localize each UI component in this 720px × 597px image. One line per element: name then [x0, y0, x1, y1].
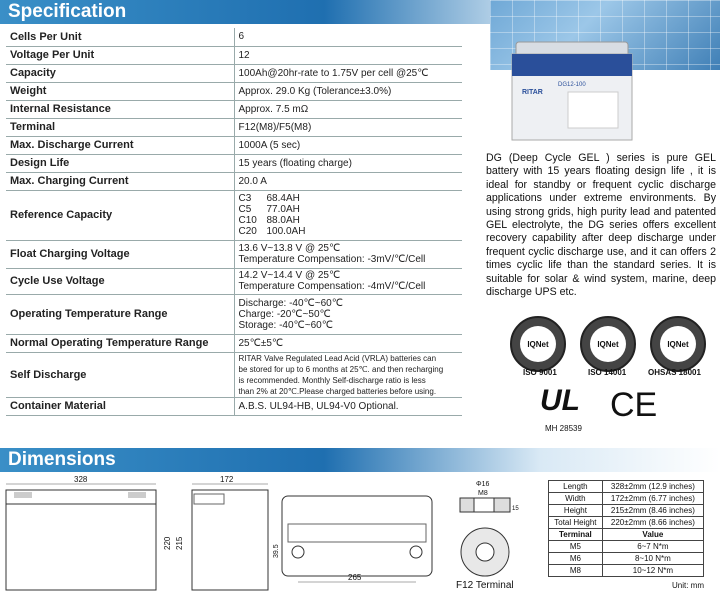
dim-row: Total Height 220±2mm (8.66 inches) [549, 517, 704, 529]
terminal-thread-label: M8 [478, 490, 488, 497]
spec-key: Terminal [6, 118, 234, 136]
spec-key: Weight [6, 82, 234, 100]
spec-row [6, 190, 462, 240]
dim-row: M8 10~12 N*m [549, 565, 704, 577]
top-view-drawing [273, 490, 440, 590]
spec-row [6, 294, 462, 334]
spec-row [6, 352, 462, 397]
dimensions-banner [0, 448, 720, 472]
terminal-spacing-label: 265 [348, 573, 362, 582]
spec-value: RITAR Valve Regulated Lead Acid (VRLA) batteries can be stored for up to 6 months at 25℃. and then recharging is recommended. Monthly Self-discharge ratio is less than 2% at 20℃.Please charged batteries before using. [234, 352, 462, 397]
spec-key: Cycle Use Voltage [6, 268, 234, 294]
spec-row [6, 118, 462, 136]
cert-label: OHSAS 18001 [648, 368, 701, 377]
spec-value: C3 68.4AH C5 77.0AH C10 88.0AH C20 100.0AH [234, 190, 462, 240]
dim-row: M5 6~7 N*m [549, 541, 704, 553]
spec-value: 15 years (floating charge) [234, 154, 462, 172]
spec-table [6, 28, 462, 416]
spec-value: 13.6 V~13.8 V @ 25℃ Temperature Compensation: -3mV/℃/Cell [234, 240, 462, 268]
spec-value: 14.2 V~14.4 V @ 25℃ Temperature Compensation: -4mV/℃/Cell [234, 268, 462, 294]
spec-key: Max. Discharge Current [6, 136, 234, 154]
spec-row [6, 334, 462, 352]
unit-label: Unit: mm [672, 581, 704, 590]
spec-key: Normal Operating Temperature Range [6, 334, 234, 352]
mh-number: MH 28539 [545, 424, 582, 433]
spec-row [6, 154, 462, 172]
spec-value: 20.0 A [234, 172, 462, 190]
battery-brand: RITAR [522, 89, 543, 96]
spec-row [6, 82, 462, 100]
terminal-height-label: 15 [512, 506, 519, 512]
spec-row [6, 240, 462, 268]
battery-model: DG12-100 [558, 82, 586, 88]
spec-value: Discharge: -40℃~60℃ Charge: -20℃~50℃ Storage: -40℃~60℃ [234, 294, 462, 334]
spec-row [6, 397, 462, 415]
cert-label: ISO 14001 [588, 368, 627, 377]
dimensions-title: Dimensions [8, 449, 116, 470]
spec-value: F12(M8)/F5(M8) [234, 118, 462, 136]
spec-key: Float Charging Voltage [6, 240, 234, 268]
spec-value: 1000A (5 sec) [234, 136, 462, 154]
spec-key: Design Life [6, 154, 234, 172]
dim-row: Terminal Value [549, 529, 704, 541]
spec-value: 100Ah@20hr-rate to 1.75V per cell @25℃ [234, 64, 462, 82]
spec-row [6, 28, 462, 46]
spec-key: Self Discharge [6, 352, 234, 397]
spec-value: 12 [234, 46, 462, 64]
spec-row [6, 46, 462, 64]
battery-image [508, 38, 636, 142]
spec-value: Approx. 7.5 mΩ [234, 100, 462, 118]
height-label: 215 [175, 536, 184, 550]
terminal-offset-label: 39.5 [273, 544, 280, 558]
product-description: DG (Deep Cycle GEL ) series is pure GEL battery with 15 years floating design life , it is ideal for standby or frequent cyclic discharge applications under extreme environments. By using strong grids, high purity lead and patented GEL electrolyte, the DG series offers excellent recovery capability after deep discharge under frequent cyclic discharge use, and it can offers 2 times cyclic life than the standard series. It is suitable for solar & wind system, marine, deep discharge UPS etc. [486, 152, 716, 299]
total-height-label: 220 [163, 536, 172, 550]
spec-key: Capacity [6, 64, 234, 82]
specification-title: Specification [8, 1, 127, 22]
width-label: 172 [220, 475, 234, 484]
cert-label: ISO 9001 [523, 368, 557, 377]
spec-row [6, 136, 462, 154]
spec-row [6, 268, 462, 294]
terminal-diameter-label: Φ16 [476, 481, 490, 488]
side-view-drawing [162, 476, 272, 594]
front-view-drawing [4, 476, 160, 594]
spec-value: A.B.S. UL94-HB, UL94-V0 Optional. [234, 397, 462, 415]
ul-mark-icon: UL [540, 384, 580, 417]
spec-row [6, 172, 462, 190]
ce-mark-icon: CE [610, 386, 658, 424]
spec-row [6, 64, 462, 82]
spec-key: Container Material [6, 397, 234, 415]
spec-key: Voltage Per Unit [6, 46, 234, 64]
terminal-name: F12 Terminal [456, 580, 514, 591]
spec-value: 25℃±5℃ [234, 334, 462, 352]
spec-key: Internal Resistance [6, 100, 234, 118]
spec-value: 6 [234, 28, 462, 46]
spec-key: Cells Per Unit [6, 28, 234, 46]
iqnet-cert-icon: IQNet [580, 316, 636, 372]
spec-row [6, 100, 462, 118]
length-label: 328 [74, 475, 88, 484]
dim-row: M6 8~10 N*m [549, 553, 704, 565]
dim-row: Height 215±2mm (8.46 inches) [549, 505, 704, 517]
spec-key: Max. Charging Current [6, 172, 234, 190]
dim-row: Length 328±2mm (12.9 inches) [549, 481, 704, 493]
spec-key: Reference Capacity [6, 190, 234, 240]
spec-key: Operating Temperature Range [6, 294, 234, 334]
iqnet-cert-icon: IQNet [650, 316, 706, 372]
spec-value: Approx. 29.0 Kg (Tolerance±3.0%) [234, 82, 462, 100]
terminal-drawing [452, 478, 522, 580]
iqnet-cert-icon: IQNet [510, 316, 566, 372]
dim-row: Width 172±2mm (6.77 inches) [549, 493, 704, 505]
dimensions-table [548, 480, 704, 577]
